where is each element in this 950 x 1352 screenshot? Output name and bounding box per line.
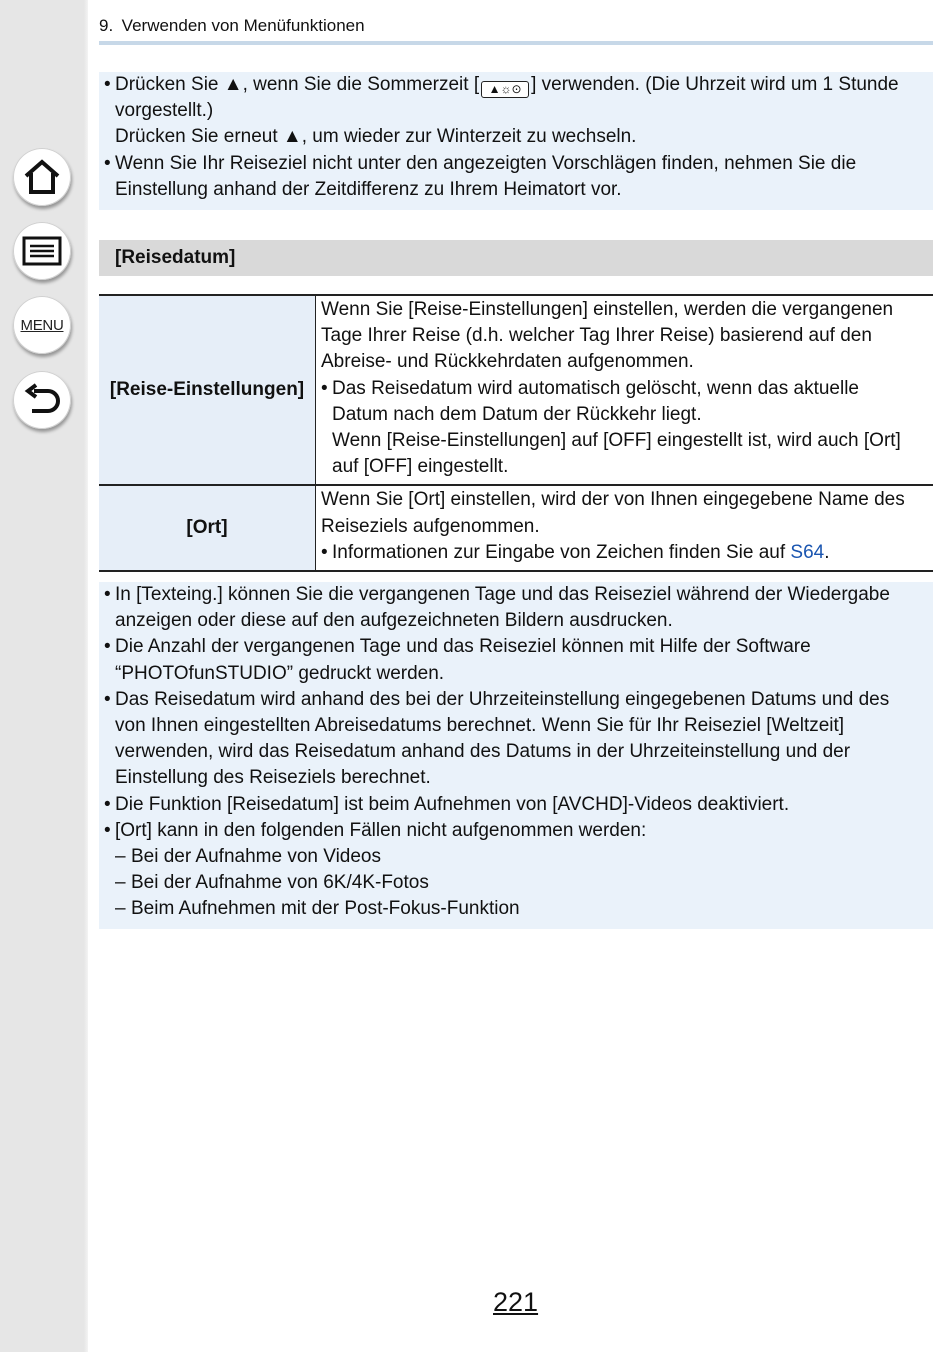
note-text: Die Funktion [Reisedatum] ist beim Aufnehmen von [AVCHD]-Videos deaktiviert. — [115, 793, 790, 815]
row-key: [Ort] — [99, 485, 316, 571]
page-link-s64[interactable]: S64 — [790, 541, 825, 563]
section-heading: [Reisedatum] — [99, 240, 933, 276]
desc-line: Informationen zur Eingabe von Zeichen finden Sie auf — [332, 541, 791, 563]
note-text: vorgestellt.) — [115, 100, 214, 122]
note-text: Die Anzahl der vergangenen Tage und das Reiseziel können mit Hilfe der Software — [115, 636, 811, 658]
desc-line: . — [824, 541, 830, 563]
desc-line: Das Reisedatum wird automatisch gelöscht, wenn das aktuelle — [332, 377, 859, 399]
home-icon — [22, 158, 62, 196]
desc-line: Abreise- und Rückkehrdaten aufgenommen. — [321, 351, 694, 373]
back-arrow-icon — [22, 383, 62, 417]
desc-line: Datum nach dem Datum der Rückkehr liegt. — [332, 403, 702, 425]
note-bullet: • Wenn Sie Ihr Reiseziel nicht unter den angezeigten Vorschlägen finden, nehmen Sie die Einstellung anhand der Zeitdifferenz zu Ihrem Heimatort vor. — [104, 152, 857, 200]
note-bullet: • Drücken Sie ▲, wenn Sie die Sommerzeit [ ▲☼⊙ ] verwenden. (Die Uhrzeit wird um 1 Stunde vorgestellt.) Drücken Sie erneut ▲, um wieder zur Winterzeit zu wechseln. — [104, 74, 899, 148]
menu-button[interactable] — [13, 296, 71, 354]
chapter-title: 9. Verwenden von Menüfunktionen — [99, 16, 365, 35]
note-text: von Ihnen eingestellten Abreisedatums berechnet. Wenn Sie für Ihr Reiseziel [Weltzeit] — [115, 715, 845, 737]
note-text: Drücken Sie ▲, wenn Sie die Sommerzeit [ — [115, 74, 480, 95]
note-text: Beim Aufnehmen mit der Post-Fokus-Funktion — [131, 898, 520, 920]
daylight-saving-icon: ▲☼⊙ — [481, 81, 529, 98]
dash-item: – Bei der Aufnahme von 6K/4K-Fotos — [115, 872, 429, 894]
note-text: “PHOTOfunSTUDIO” gedruckt werden. — [115, 662, 445, 684]
back-button[interactable] — [13, 371, 71, 429]
desc-line: Tage Ihrer Reise (d.h. welcher Tag Ihrer Reise) basierend auf den — [321, 325, 872, 347]
note-bullet: • [Ort] kann in den folgenden Fällen nicht aufgenommen werden: — [104, 819, 647, 841]
note-text: anzeigen oder diese auf den aufgezeichneten Bildern ausdrucken. — [115, 610, 673, 632]
table-row — [99, 295, 933, 485]
desc-bullet: • Das Reisedatum wird automatisch gelöscht, wenn das aktuelle Datum nach dem Datum der Rückkehr liegt. Wenn [Reise-Einstellungen] auf [OFF] eingestellt ist, wird auch [Ort] auf [OFF] eingestellt. — [321, 377, 901, 478]
note-text: In [Texteing.] können Sie die vergangenen Tage und das Reiseziel während der Wiedergabe — [115, 584, 890, 605]
sidebar — [0, 0, 88, 1352]
note-text: Bei der Aufnahme von Videos — [131, 846, 381, 868]
table-row — [99, 485, 933, 571]
note-text: Einstellung anhand der Zeitdifferenz zu Ihrem Heimatort vor. — [115, 178, 622, 200]
options-table — [99, 294, 933, 572]
bottom-note — [99, 582, 933, 929]
note-bullet: • In [Texteing.] können Sie die vergangenen Tage und das Reiseziel während der Wiedergabe anzeigen oder diese auf den aufgezeichneten Bildern ausdrucken. — [104, 584, 890, 632]
desc-line: Reiseziels aufgenommen. — [321, 515, 540, 537]
note-bullet: • Die Anzahl der vergangenen Tage und das Reiseziel können mit Hilfe der Software “PHOTOfunSTUDIO” gedruckt werden. — [104, 636, 811, 684]
note-bullet: • Die Funktion [Reisedatum] ist beim Aufnehmen von [AVCHD]-Videos deaktiviert. — [104, 793, 790, 815]
list-icon — [22, 236, 62, 266]
note-text: Bei der Aufnahme von 6K/4K-Fotos — [131, 872, 429, 894]
note-text: Wenn Sie Ihr Reiseziel nicht unter den angezeigten Vorschlägen finden, nehmen Sie die — [115, 152, 857, 174]
dash-item: – Bei der Aufnahme von Videos — [115, 846, 381, 868]
note-bullet: • Das Reisedatum wird anhand des bei der Uhrzeiteinstellung eingegebenen Datums und des von Ihnen eingestellten Abreisedatums berechnet. Wenn Sie für Ihr Reiseziel [Weltzeit] verwenden, wird das Reisedatum anhand des Datums in der Uhrzeiteinstellung und der Einstellung des Reiseziels berechnet. — [104, 688, 890, 789]
home-button[interactable] — [13, 148, 71, 206]
desc-line: Wenn Sie [Ort] einstellen, wird der von Ihnen eingegebene Name des — [321, 489, 905, 511]
note-text: ] verwenden. (Die Uhrzeit wird um 1 Stunde — [531, 74, 899, 95]
dash-item: – Beim Aufnehmen mit der Post-Fokus-Funktion — [115, 898, 520, 920]
page-number: 221 — [493, 1287, 539, 1317]
row-description — [316, 295, 934, 485]
top-note — [99, 72, 933, 210]
note-text: verwenden, wird das Reisedatum anhand des Datums in der Uhrzeiteinstellung und der — [115, 741, 851, 763]
row-description — [316, 485, 934, 571]
note-text: [Ort] kann in den folgenden Fällen nicht aufgenommen werden: — [115, 819, 647, 841]
contents-button[interactable] — [13, 222, 71, 280]
note-text: Einstellung des Reiseziels berechnet. — [115, 767, 431, 789]
desc-line: Wenn [Reise-Einstellungen] auf [OFF] eingestellt ist, wird auch [Ort] — [332, 430, 901, 452]
note-text: Das Reisedatum wird anhand des bei der Uhrzeiteinstellung eingegebenen Datums und des — [115, 688, 890, 710]
row-key: [Reise-Einstellungen] — [99, 295, 316, 485]
desc-line: Wenn Sie [Reise-Einstellungen] einstellen, werden die vergangenen — [321, 299, 894, 320]
desc-line: auf [OFF] eingestellt. — [332, 456, 509, 478]
menu-label: MENU — [20, 316, 64, 334]
note-text: Drücken Sie erneut ▲, um wieder zur Winterzeit zu wechseln. — [115, 126, 637, 148]
desc-bullet: • Informationen zur Eingabe von Zeichen finden Sie auf S64. — [321, 541, 830, 563]
header-divider — [99, 41, 933, 45]
